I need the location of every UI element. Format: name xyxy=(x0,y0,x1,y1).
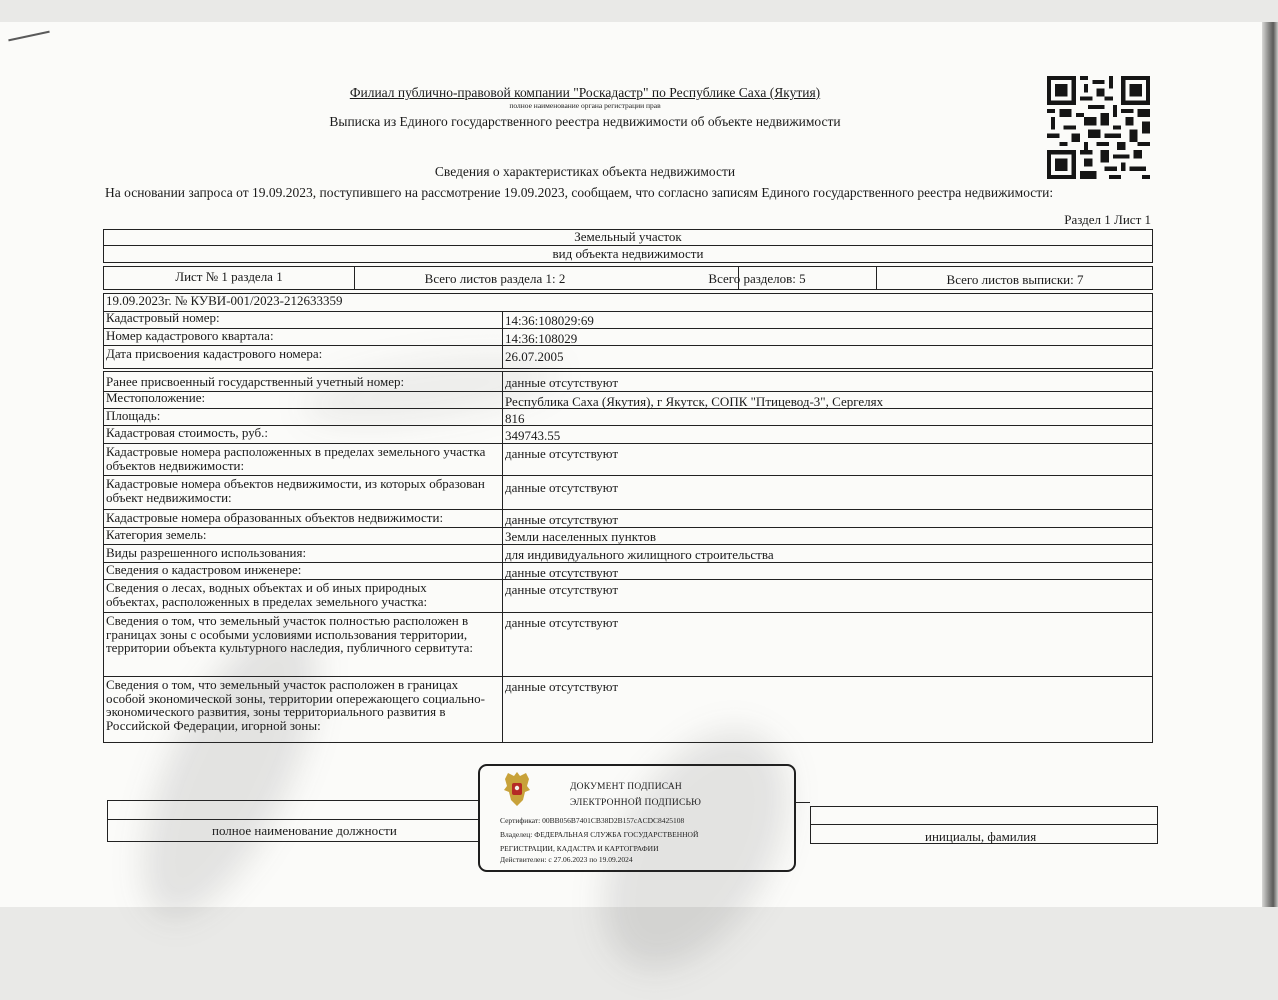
main-row-value: 14:36:108029 xyxy=(505,331,578,346)
detail-row-label: Местоположение: xyxy=(106,390,206,405)
extract-title: Выписка из Единого государственного реестра недвижимости об объекте недвижимости xyxy=(329,114,841,129)
detail-row-value: данные отсутствуют xyxy=(505,512,619,527)
detail-row-value: данные отсутствуют xyxy=(505,679,619,694)
detail-row-value: Республика Саха (Якутия), г Якутск, СОПК "Птицевод-3", Сергелях xyxy=(505,394,884,409)
russian-coat-of-arms-icon xyxy=(502,770,532,808)
section-sheet: Раздел 1 Лист 1 xyxy=(1064,212,1151,227)
detail-row-label: Кадастровые номера образованных объектов недвижимости: xyxy=(106,510,444,525)
stamp-owner-line-1: Владелец: ФЕДЕРАЛЬНАЯ СЛУЖБА ГОСУДАРСТВЕННОЙ xyxy=(500,830,699,839)
organization-name: Филиал публично-правовой компании "Роскадастр" по Республике Саха (Якутия) xyxy=(349,85,821,100)
detail-row-label: Сведения о том, что земельный участок расположен в границах особой экономической зоны, территории опережающего социально-экономического развития, зоны территориального развития в Российской Федерации, игорной зоны: xyxy=(106,677,485,733)
detail-row-label: Кадастровые номера расположенных в пределах земельного участка объектов недвижимости: xyxy=(106,444,486,473)
stamp-certificate: Сертификат: 00BB056B7401CB38D2B157cACDC8425108 xyxy=(500,816,685,825)
sheet-number: Лист № 1 раздела 1 xyxy=(175,269,283,284)
detail-row-value: 349743.55 xyxy=(505,428,561,443)
stamp-line-1: ДОКУМЕНТ ПОДПИСАН xyxy=(570,782,682,792)
detail-row-label: Ранее присвоенный государственный учетный номер: xyxy=(106,374,405,389)
detail-row-value: данные отсутствуют xyxy=(505,565,619,580)
detail-row-value: данные отсутствуют xyxy=(505,582,619,597)
detail-row-value: Земли населенных пунктов xyxy=(505,529,656,544)
stamp-validity: Действителен: с 27.06.2023 по 19.09.2024 xyxy=(500,855,633,864)
main-row-label: Кадастровый номер: xyxy=(106,310,220,325)
detail-row-value: данные отсутствуют xyxy=(505,375,619,390)
name-caption: инициалы, фамилия xyxy=(925,829,1037,844)
detail-row-label: Виды разрешенного использования: xyxy=(106,545,307,560)
main-row-label: Дата присвоения кадастрового номера: xyxy=(106,346,323,361)
organization-caption: полное наименование органа регистрации прав xyxy=(509,101,661,110)
qr-code-icon xyxy=(1047,76,1150,179)
detail-row-value: для индивидуального жилищного строительства xyxy=(505,547,774,562)
stamp-owner-line-2: РЕГИСТРАЦИИ, КАДАСТРА И КАРТОГРАФИИ xyxy=(500,844,659,853)
main-row-label: Номер кадастрового квартала: xyxy=(106,328,274,343)
total-sheets-section: Всего листов раздела 1: 2 xyxy=(424,271,566,286)
position-caption: полное наименование должности xyxy=(212,823,397,838)
detail-row-value: данные отсутствуют xyxy=(505,480,619,495)
detail-row-label: Площадь: xyxy=(106,408,161,423)
detail-row-value: 816 xyxy=(505,411,525,426)
electronic-signature-stamp xyxy=(478,764,796,872)
detail-row-label: Кадастровая стоимость, руб.: xyxy=(106,425,269,440)
basis-text: На основании запроса от 19.09.2023, поступившего на рассмотрение 19.09.2023, сообщаем, что согласно записям Единого государственного реестра недвижимости: xyxy=(105,185,1054,200)
section-title: Сведения о характеристиках объекта недвижимости xyxy=(434,164,736,179)
stamp-line-2: ЭЛЕКТРОННОЙ ПОДПИСЬЮ xyxy=(570,798,702,808)
detail-row-label: Сведения о кадастровом инженере: xyxy=(106,562,302,577)
detail-row-label: Сведения о том, что земельный участок полностью расположен в границах зоны с особыми условиями использования территории, территории объекта культурного наследия, публичного сервитута: xyxy=(106,613,474,655)
main-row-value: 26.07.2005 xyxy=(505,349,564,364)
sheet-edge xyxy=(1262,22,1278,907)
object-type: Земельный участок xyxy=(574,229,682,244)
extract-reference: 19.09.2023г. № КУВИ-001/2023-212633359 xyxy=(106,293,343,308)
detail-row-label: Кадастровые номера объектов недвижимости, из которых образован объект недвижимости: xyxy=(106,476,485,505)
main-row-value: 14:36:108029:69 xyxy=(505,313,594,328)
detail-row-value: данные отсутствуют xyxy=(505,446,619,461)
total-sheets-extract: Всего листов выписки: 7 xyxy=(946,272,1084,287)
total-sections: Всего разделов: 5 xyxy=(708,271,806,286)
object-type-caption: вид объекта недвижимости xyxy=(552,246,704,261)
detail-row-label: Категория земель: xyxy=(106,527,207,542)
detail-row-label: Сведения о лесах, водных объектах и об иных природных объектах, расположенных в пределах земельного участка: xyxy=(106,580,428,609)
detail-row-value: данные отсутствуют xyxy=(505,615,619,630)
